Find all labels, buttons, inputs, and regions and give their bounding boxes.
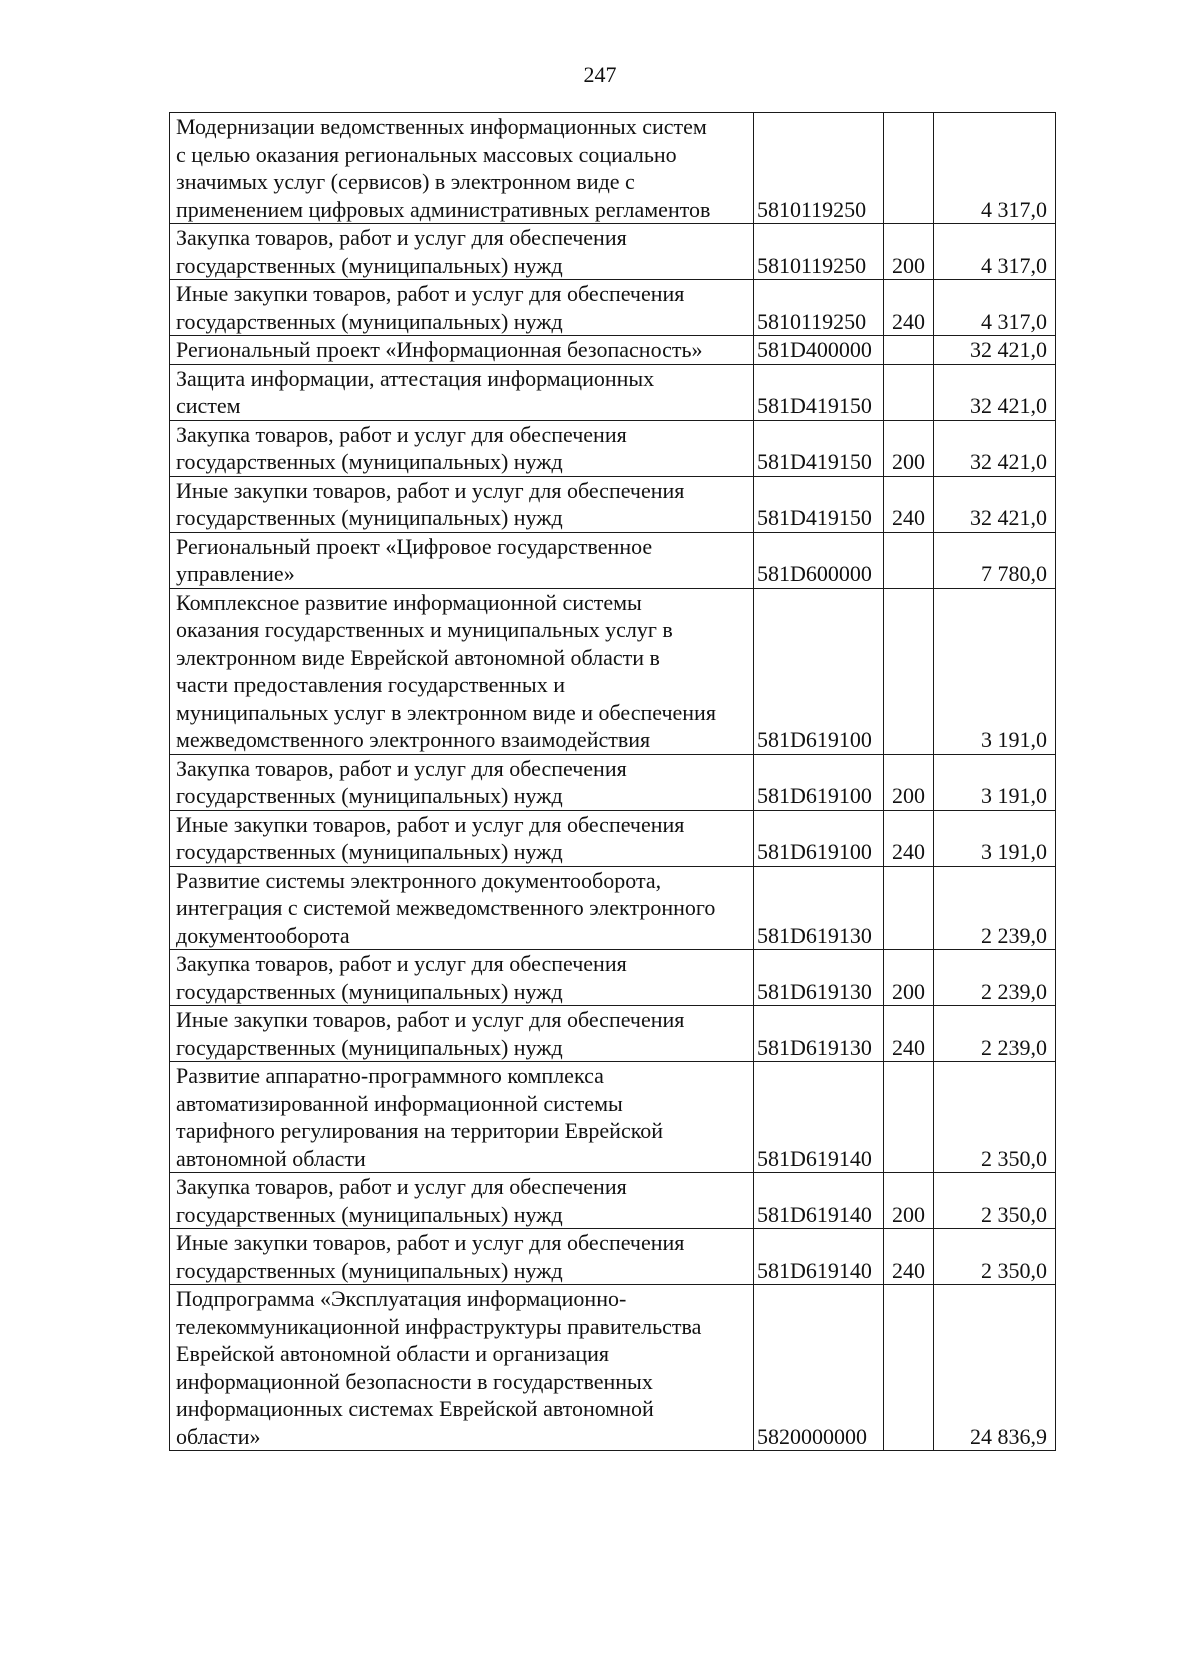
row-name-line: государственных (муниципальных) нужд xyxy=(176,783,563,808)
row-expense-type-cell xyxy=(884,866,934,950)
row-name-cell xyxy=(170,1173,754,1229)
row-name-cell xyxy=(170,224,754,280)
row-code-cell: 5810119250 xyxy=(754,113,884,224)
row-code-cell: 581D619130 xyxy=(754,866,884,950)
row-code-cell: 581D419150 xyxy=(754,476,884,532)
row-code-cell: 5810119250 xyxy=(754,224,884,280)
row-expense-type-cell: 200 xyxy=(884,950,934,1006)
row-name-line: управление» xyxy=(176,561,295,586)
table-row xyxy=(170,588,1056,754)
table-row xyxy=(170,113,1056,224)
row-amount-cell: 32 421,0 xyxy=(934,476,1056,532)
row-name-line: муниципальных услуг в электронном виде и обеспечения xyxy=(176,699,716,725)
row-code-cell: 581D619130 xyxy=(754,1006,884,1062)
row-amount-cell: 7 780,0 xyxy=(934,532,1056,588)
row-expense-type-cell: 200 xyxy=(884,224,934,280)
row-name-line: Модернизации ведомственных информационных систем xyxy=(176,114,707,139)
row-amount-cell: 3 191,0 xyxy=(934,810,1056,866)
row-name-cell xyxy=(170,950,754,1006)
row-name-line: Закупка товаров, работ и услуг для обеспечения xyxy=(176,225,627,250)
row-name-line: государственных (муниципальных) нужд xyxy=(176,449,563,474)
row-name-line: электронном виде Еврейской автономной области в xyxy=(176,644,660,670)
row-name-cell xyxy=(170,113,754,224)
row-name-cell xyxy=(170,476,754,532)
row-expense-type-cell xyxy=(884,1285,934,1451)
row-name-cell xyxy=(170,364,754,420)
row-code-cell: 581D619140 xyxy=(754,1062,884,1173)
row-expense-type-cell xyxy=(884,113,934,224)
row-expense-type-cell xyxy=(884,364,934,420)
row-name-line: применением цифровых административных регламентов xyxy=(176,196,711,222)
row-name-line: государственных (муниципальных) нужд xyxy=(176,1201,563,1227)
table-row xyxy=(170,420,1056,476)
row-name-line: государственных (муниципальных) нужд xyxy=(176,978,563,1004)
row-name-line: области» xyxy=(176,1423,261,1449)
row-name-line: Еврейской автономной области и организация xyxy=(176,1341,609,1366)
row-amount-cell: 4 317,0 xyxy=(934,113,1056,224)
row-amount-cell: 3 191,0 xyxy=(934,588,1056,754)
row-code-cell: 581D619130 xyxy=(754,950,884,1006)
row-name-line: Закупка товаров, работ и услуг для обеспечения xyxy=(176,421,627,447)
page-number: 247 xyxy=(583,62,617,87)
row-name-cell xyxy=(170,810,754,866)
row-name-line: государственных (муниципальных) нужд xyxy=(176,839,563,864)
row-name-line: Закупка товаров, работ и услуг для обеспечения xyxy=(176,1174,627,1199)
row-name-line: автономной области xyxy=(176,1145,366,1171)
row-name-line: Региональный проект «Цифровое государственное xyxy=(176,533,653,559)
row-amount-cell: 32 421,0 xyxy=(934,336,1056,365)
row-name-line: Иные закупки товаров, работ и услуг для обеспечения xyxy=(176,1007,685,1032)
row-amount-cell: 2 350,0 xyxy=(934,1173,1056,1229)
table-row xyxy=(170,224,1056,280)
row-name-line: систем xyxy=(176,393,241,418)
row-name-cell xyxy=(170,1229,754,1285)
row-name-cell xyxy=(170,866,754,950)
table-row xyxy=(170,364,1056,420)
row-name-line: телекоммуникационной инфраструктуры правительства xyxy=(176,1313,702,1339)
row-code-cell: 5820000000 xyxy=(754,1285,884,1451)
table-row xyxy=(170,1229,1056,1285)
row-amount-cell: 4 317,0 xyxy=(934,280,1056,336)
row-name-line: значимых услуг (сервисов) в электронном виде с xyxy=(176,169,635,194)
row-expense-type-cell: 240 xyxy=(884,280,934,336)
row-name-cell xyxy=(170,1285,754,1451)
table-row xyxy=(170,476,1056,532)
row-amount-cell: 32 421,0 xyxy=(934,364,1056,420)
row-code-cell: 581D600000 xyxy=(754,532,884,588)
table-row xyxy=(170,810,1056,866)
row-expense-type-cell xyxy=(884,1062,934,1173)
row-name-line: информационных системах Еврейской автономной xyxy=(176,1396,654,1421)
row-name-cell xyxy=(170,588,754,754)
row-amount-cell: 3 191,0 xyxy=(934,754,1056,810)
table-row xyxy=(170,1285,1056,1451)
row-name-line: интеграция с системой межведомственного электронного xyxy=(176,895,716,920)
row-name-line: документооборота xyxy=(176,922,350,948)
row-expense-type-cell: 240 xyxy=(884,1229,934,1285)
budget-table xyxy=(169,112,1056,1451)
row-code-cell: 581D419150 xyxy=(754,364,884,420)
row-expense-type-cell xyxy=(884,336,934,365)
row-name-cell xyxy=(170,1062,754,1173)
row-amount-cell: 4 317,0 xyxy=(934,224,1056,280)
row-amount-cell: 32 421,0 xyxy=(934,420,1056,476)
row-name-line: Развитие аппаратно-программного комплекса xyxy=(176,1063,604,1088)
row-name-line: государственных (муниципальных) нужд xyxy=(176,1257,563,1283)
row-name-line: государственных (муниципальных) нужд xyxy=(176,1034,563,1060)
row-code-cell: 581D619140 xyxy=(754,1173,884,1229)
row-name-line: Подпрограмма «Эксплуатация информационно- xyxy=(176,1286,627,1311)
row-name-cell xyxy=(170,754,754,810)
row-amount-cell: 2 239,0 xyxy=(934,950,1056,1006)
row-name-line: Закупка товаров, работ и услуг для обеспечения xyxy=(176,951,627,976)
row-expense-type-cell: 200 xyxy=(884,754,934,810)
table-row xyxy=(170,1006,1056,1062)
row-name-line: оказания государственных и муниципальных услуг в xyxy=(176,617,673,642)
table-body xyxy=(170,113,1056,1451)
row-expense-type-cell xyxy=(884,532,934,588)
table-row xyxy=(170,1062,1056,1173)
row-expense-type-cell: 240 xyxy=(884,476,934,532)
row-name-cell xyxy=(170,336,754,365)
row-name-line: Комплексное развитие информационной системы xyxy=(176,589,642,615)
row-amount-cell: 24 836,9 xyxy=(934,1285,1056,1451)
row-expense-type-cell: 200 xyxy=(884,420,934,476)
row-code-cell: 581D419150 xyxy=(754,420,884,476)
row-name-line: Иные закупки товаров, работ и услуг для обеспечения xyxy=(176,477,685,503)
row-code-cell: 5810119250 xyxy=(754,280,884,336)
row-name-line: государственных (муниципальных) нужд xyxy=(176,505,563,530)
row-code-cell: 581D619100 xyxy=(754,754,884,810)
row-name-line: межведомственного электронного взаимодействия xyxy=(176,727,651,752)
row-name-line: автоматизированной информационной системы xyxy=(176,1090,623,1116)
table-row xyxy=(170,1173,1056,1229)
row-name-line: части предоставления государственных и xyxy=(176,672,565,697)
row-name-line: тарифного регулирования на территории Еврейской xyxy=(176,1118,664,1143)
table-row xyxy=(170,950,1056,1006)
table-row xyxy=(170,754,1056,810)
row-name-line: информационной безопасности в государственных xyxy=(176,1368,653,1394)
table-row xyxy=(170,532,1056,588)
row-name-line: Иные закупки товаров, работ и услуг для обеспечения xyxy=(176,281,685,306)
row-name-line: Защита информации, аттестация информационных xyxy=(176,365,655,391)
row-name-line: Закупка товаров, работ и услуг для обеспечения xyxy=(176,755,627,781)
row-name-line: Иные закупки товаров, работ и услуг для обеспечения xyxy=(176,811,685,837)
table-row xyxy=(170,336,1056,365)
row-name-cell xyxy=(170,280,754,336)
row-name-line: с целью оказания региональных массовых социально xyxy=(176,141,677,167)
row-code-cell: 581D619140 xyxy=(754,1229,884,1285)
row-expense-type-cell: 240 xyxy=(884,1006,934,1062)
row-amount-cell: 2 350,0 xyxy=(934,1229,1056,1285)
row-amount-cell: 2 239,0 xyxy=(934,1006,1056,1062)
row-amount-cell: 2 350,0 xyxy=(934,1062,1056,1173)
row-name-cell xyxy=(170,532,754,588)
row-name-line: Региональный проект «Информационная безопасность» xyxy=(176,337,703,362)
row-amount-cell: 2 239,0 xyxy=(934,866,1056,950)
row-name-line: Иные закупки товаров, работ и услуг для обеспечения xyxy=(176,1230,685,1255)
table-row xyxy=(170,866,1056,950)
row-expense-type-cell: 240 xyxy=(884,810,934,866)
row-code-cell: 581D619100 xyxy=(754,588,884,754)
row-name-cell xyxy=(170,1006,754,1062)
row-expense-type-cell: 200 xyxy=(884,1173,934,1229)
row-name-line: государственных (муниципальных) нужд xyxy=(176,308,563,334)
table-row xyxy=(170,280,1056,336)
row-name-line: государственных (муниципальных) нужд xyxy=(176,252,563,278)
row-code-cell: 581D400000 xyxy=(754,336,884,365)
row-name-line: Развитие системы электронного документооборота, xyxy=(176,867,662,893)
row-expense-type-cell xyxy=(884,588,934,754)
row-name-cell xyxy=(170,420,754,476)
row-code-cell: 581D619100 xyxy=(754,810,884,866)
